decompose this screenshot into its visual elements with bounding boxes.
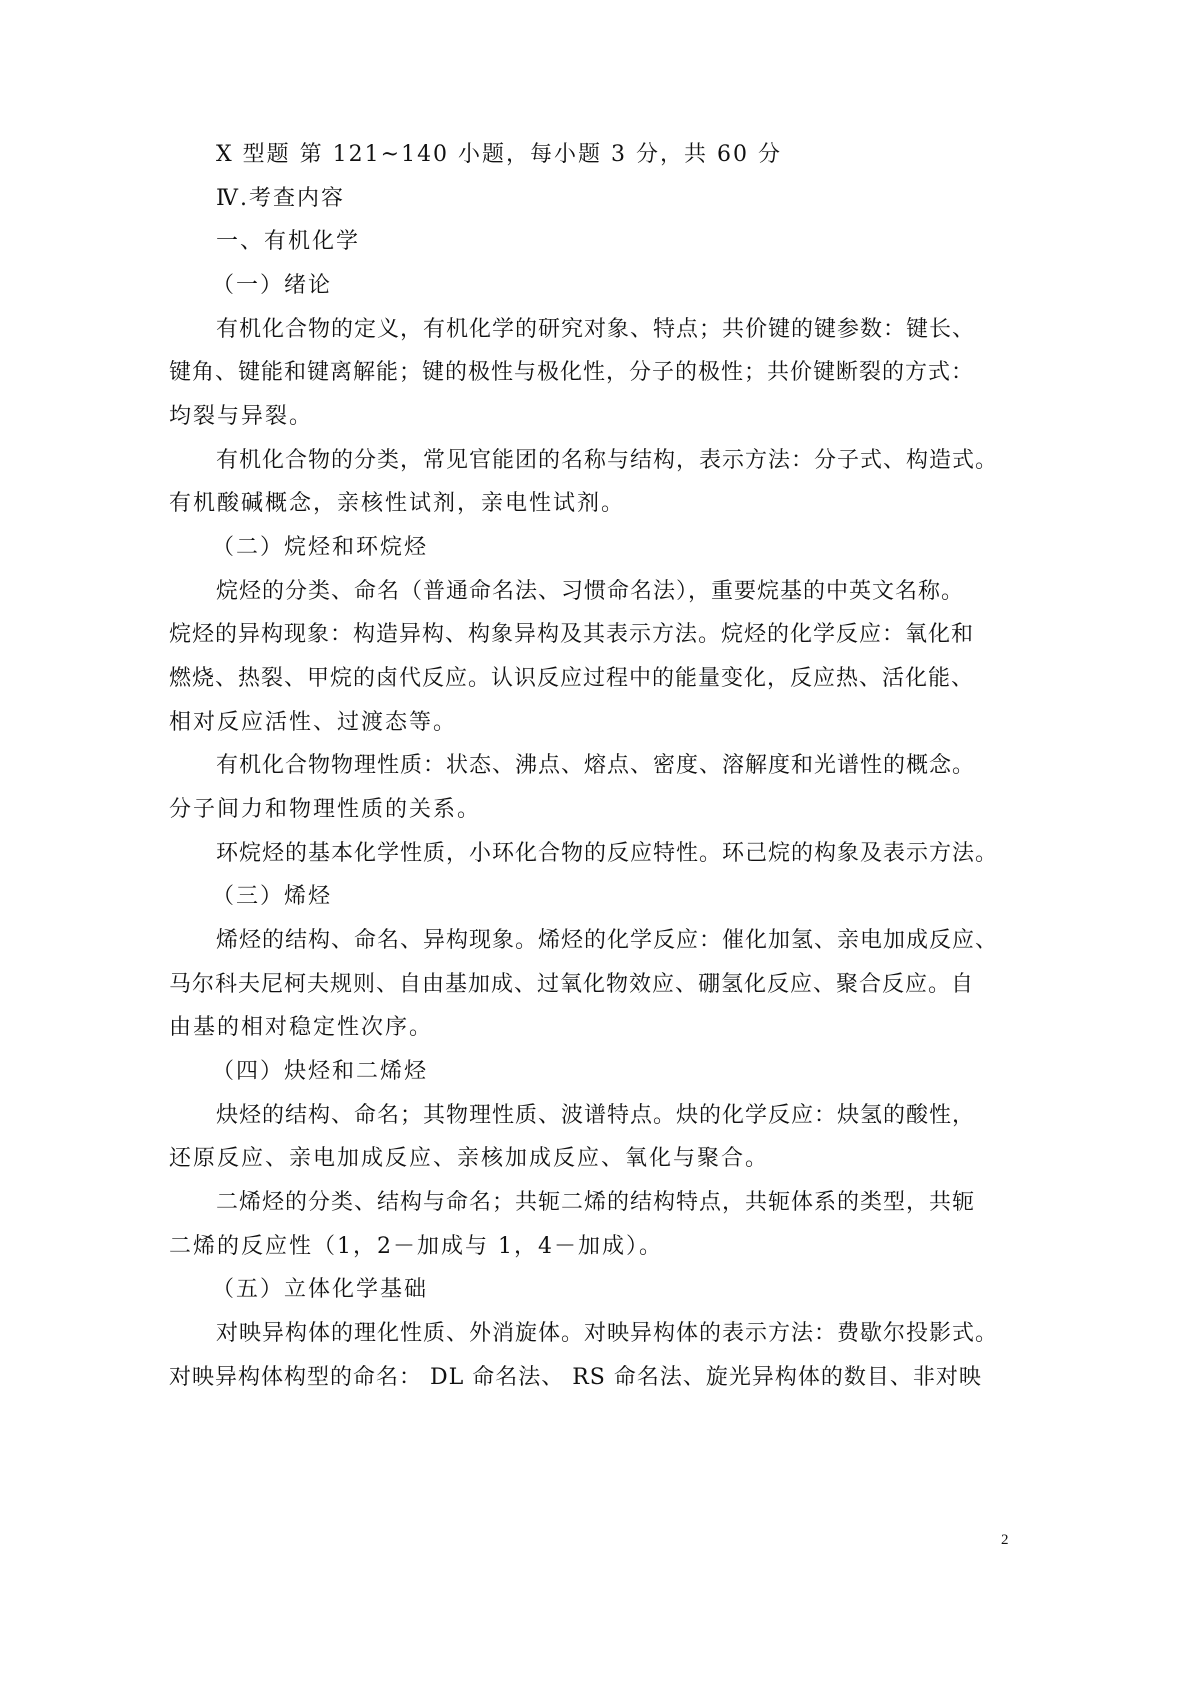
subheading-alkenes: （三）烯烃 <box>212 884 333 909</box>
paragraph-line: 烯烃的结构、命名、异构现象。烯烃的化学反应：催化加氢、亲电加成反应、 <box>216 928 999 953</box>
paragraph-line: 有机化合物物理性质：状态、沸点、熔点、密度、溶解度和光谱性的概念。 <box>216 753 976 778</box>
page-number: 2 <box>1001 1532 1009 1548</box>
section-heading-content: Ⅳ.考查内容 <box>216 186 345 211</box>
paragraph-line: 对映异构体的理化性质、外消旋体。对映异构体的表示方法：费歇尔投影式。 <box>216 1321 999 1346</box>
subheading-alkanes: （二）烷烃和环烷烃 <box>212 535 429 560</box>
paragraph-line: 相对反应活性、过渡态等。 <box>169 710 458 735</box>
paragraph-line: 还原反应、亲电加成反应、亲核加成反应、氧化与聚合。 <box>169 1146 770 1171</box>
paragraph-line: 分子间力和物理性质的关系。 <box>169 797 482 822</box>
paragraph-line: 有机化合物的分类，常见官能团的名称与结构，表示方法：分子式、构造式。 <box>216 448 999 473</box>
paragraph-line: 对映异构体构型的命名： DL 命名法、 RS 命名法、旋光异构体的数目、非对映 <box>169 1365 982 1390</box>
paragraph-line: 烷烃的分类、命名（普通命名法、习惯命名法），重要烷基的中英文名称。 <box>216 579 965 604</box>
paragraph-line: 环烷烃的基本化学性质，小环化合物的反应特性。环己烷的构象及表示方法。 <box>216 841 999 866</box>
paragraph-line: 二烯烃的分类、结构与命名；共轭二烯的结构特点，共轭体系的类型，共轭 <box>216 1190 976 1215</box>
paragraph-line: 二烯的反应性（1，2－加成与 1，4－加成）。 <box>169 1234 663 1259</box>
chapter-heading-organic-chemistry: 一、有机化学 <box>216 229 361 254</box>
paragraph-line: 烷烃的异构现象：构造异构、构象异构及其表示方法。烷烃的化学反应：氧化和 <box>169 622 975 647</box>
paragraph-line: 由基的相对稳定性次序。 <box>169 1015 434 1040</box>
paragraph-line: 炔烃的结构、命名；其物理性质、波谱特点。炔的化学反应：炔氢的酸性， <box>216 1103 976 1128</box>
paragraph-line: 键角、键能和键离解能；键的极性与极化性，分子的极性；共价键断裂的方式： <box>169 360 975 385</box>
subheading-introduction: （一）绪论 <box>212 273 333 298</box>
subheading-stereochemistry: （五）立体化学基础 <box>212 1277 429 1302</box>
paragraph-line: 有机化合物的定义，有机化学的研究对象、特点；共价键的键参数：键长、 <box>216 317 976 342</box>
subheading-alkynes-dienes: （四）炔烃和二烯烃 <box>212 1059 429 1084</box>
paragraph-line: 有机酸碱概念，亲核性试剂，亲电性试剂。 <box>169 491 626 516</box>
exam-scoring-line: X 型题 第 121~140 小题，每小题 3 分，共 60 分 <box>216 142 783 167</box>
paragraph-line: 均裂与异裂。 <box>169 404 314 429</box>
paragraph-line: 燃烧、热裂、甲烷的卤代反应。认识反应过程中的能量变化，反应热、活化能、 <box>169 666 975 691</box>
paragraph-line: 马尔科夫尼柯夫规则、自由基加成、过氧化物效应、硼氢化反应、聚合反应。自 <box>169 972 975 997</box>
